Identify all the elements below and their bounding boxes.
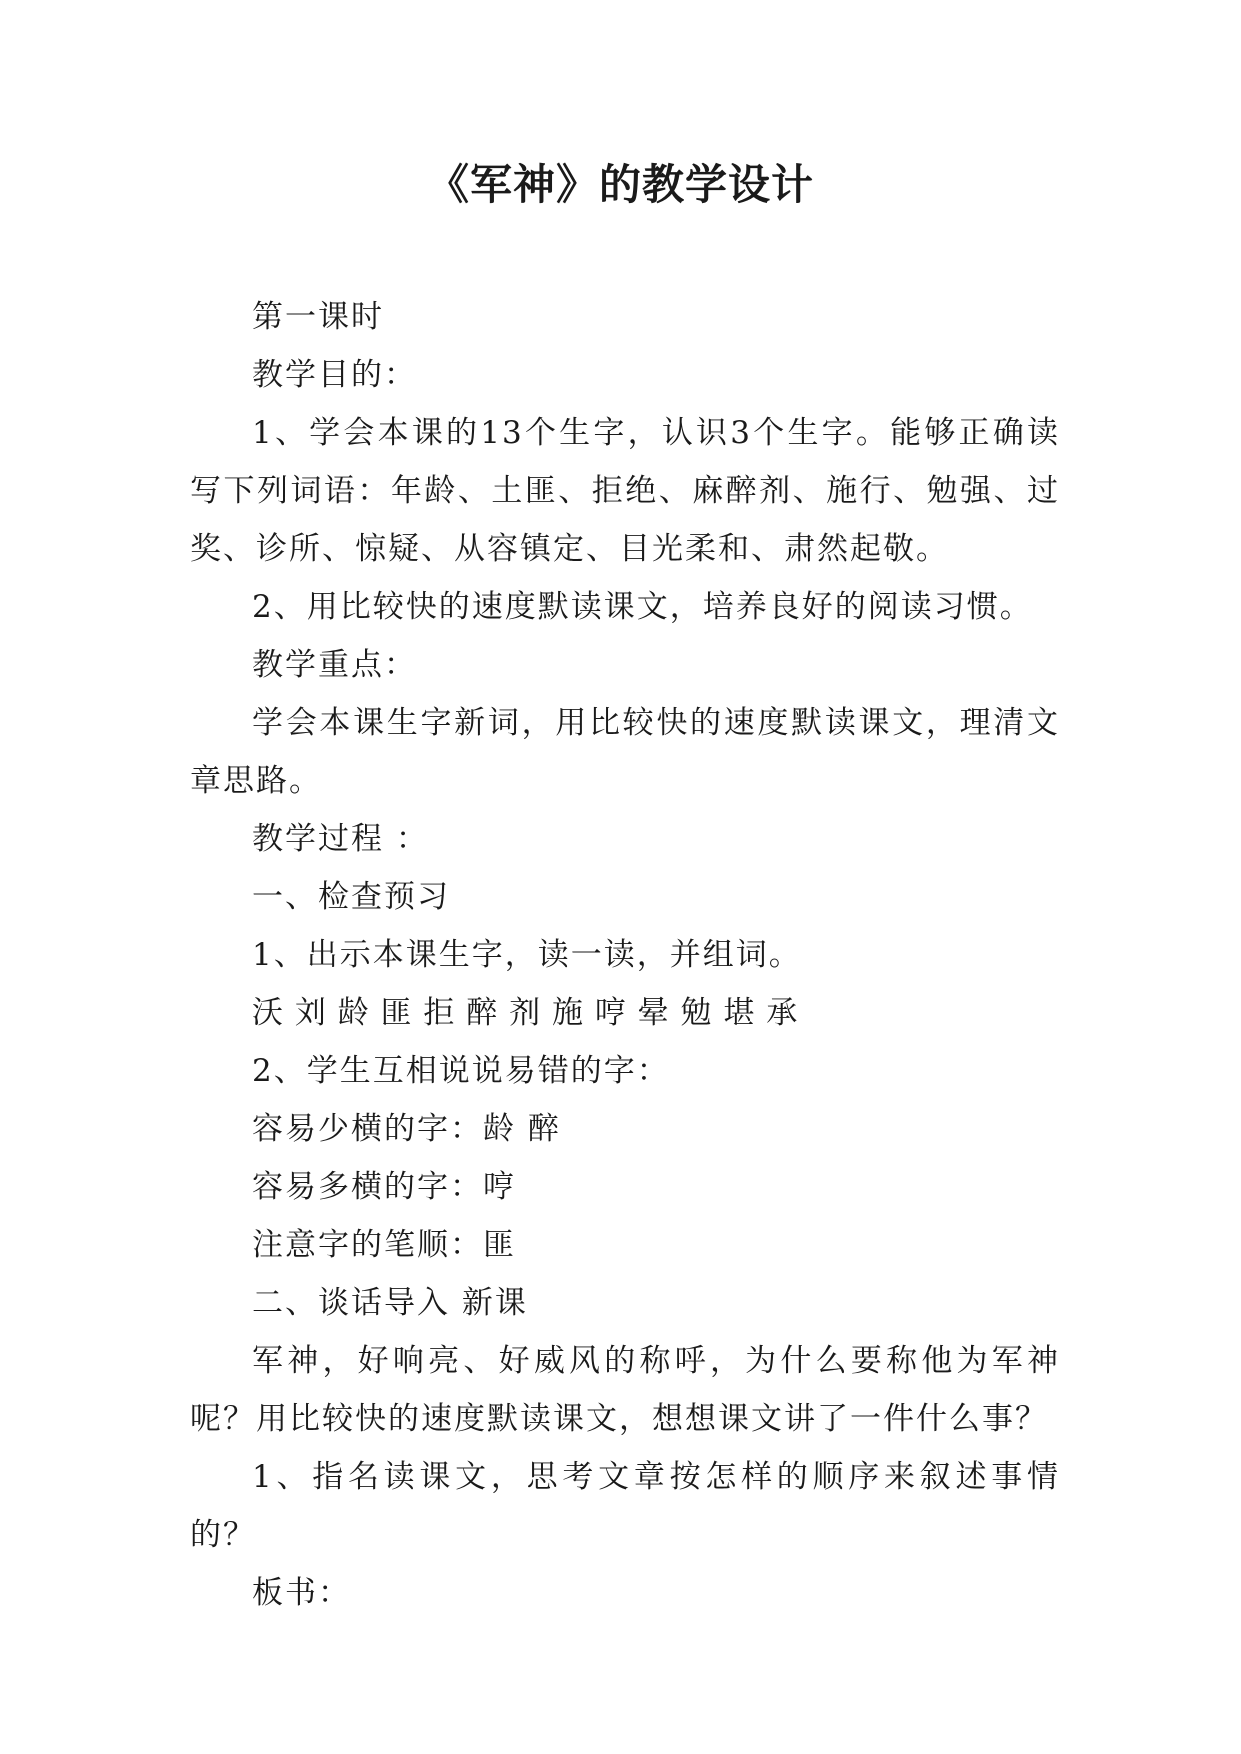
paragraph-missing-stroke-chars: 容易少横的字：龄 醉 <box>252 1111 561 1147</box>
paragraph-new-characters: 沃 刘 龄 匪 拒 醉 剂 施 哼 晕 勉 堪 承 <box>252 995 799 1031</box>
document-title: 《军神》的教学设计 <box>426 160 814 209</box>
paragraph-key-points-heading: 教学重点： <box>252 647 417 683</box>
document-body <box>190 288 1060 1622</box>
paragraph-introduction: 军神，好响亮、好威风的称呼，为什么要称他为军神呢？用比较快的速度默读课文，想想课文讲了一件什么事？ <box>190 1343 1060 1437</box>
paragraph-extra-stroke-chars: 容易多横的字：哼 <box>252 1169 516 1205</box>
paragraph-blackboard: 板书： <box>252 1575 351 1611</box>
paragraph-aim-1: 1、学会本课的13个生字，认识3个生字。能够正确读写下列词语：年龄、土匪、拒绝、麻醉剂、施行、勉强、过奖、诊所、惊疑、从容镇定、目光柔和、肃然起敬。 <box>190 415 1060 567</box>
paragraph-process-heading: 教学过程 ： <box>252 821 429 857</box>
paragraph-lesson-period: 第一课时 <box>252 299 384 335</box>
paragraph-step-2: 2、学生互相说说易错的字： <box>252 1053 670 1089</box>
paragraph-read-aloud: 1、指名读课文，思考文章按怎样的顺序来叙述事情的？ <box>190 1459 1060 1553</box>
paragraph-section-1-heading: 一、检查预习 <box>252 879 450 915</box>
paragraph-teaching-aims-heading: 教学目的： <box>252 357 417 393</box>
paragraph-aim-2: 2、用比较快的速度默读课文，培养良好的阅读习惯。 <box>252 589 1033 625</box>
paragraph-step-1: 1、出示本课生字，读一读，并组词。 <box>252 937 802 973</box>
paragraph-stroke-order: 注意字的笔顺：匪 <box>252 1227 516 1263</box>
paragraph-section-2-heading: 二、谈话导入 新课 <box>252 1285 528 1321</box>
paragraph-key-points: 学会本课生字新词，用比较快的速度默读课文，理清文章思路。 <box>190 705 1060 799</box>
